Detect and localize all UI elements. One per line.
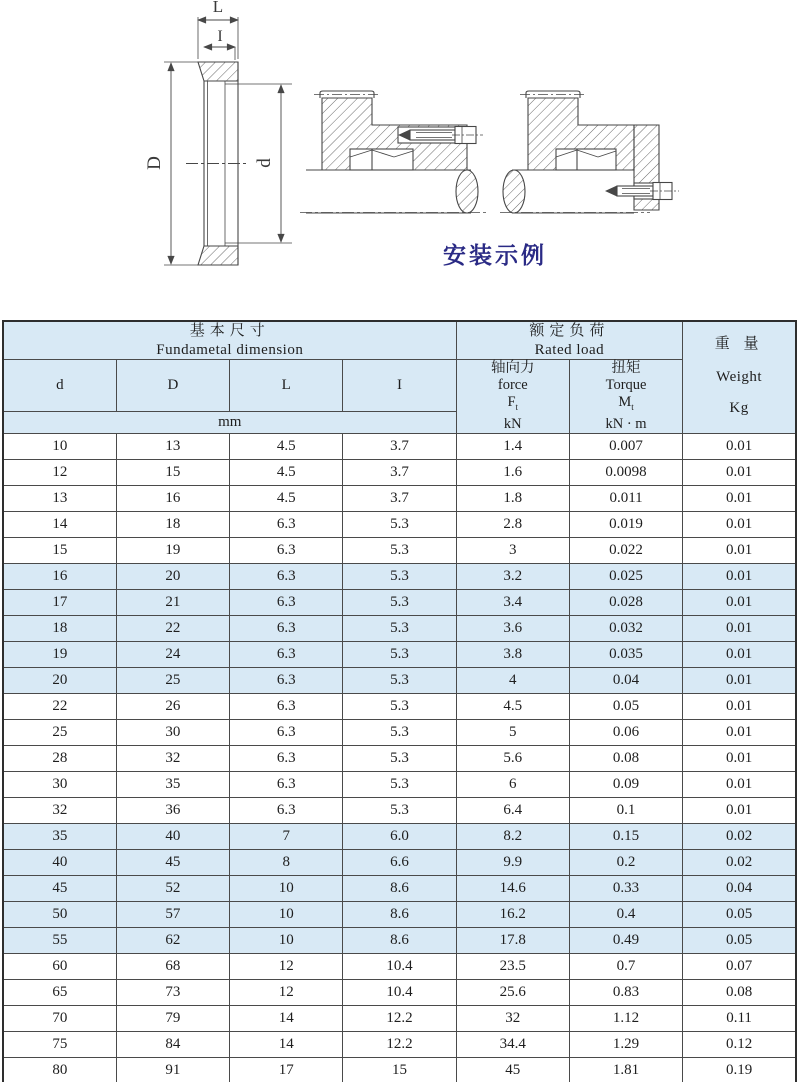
header-rated-load: 额定负荷 Rated load <box>456 321 683 360</box>
table-cell: 5.3 <box>343 642 456 668</box>
table-cell: 6.3 <box>230 563 343 589</box>
table-cell: 0.04 <box>683 876 796 902</box>
table-cell: 45 <box>456 1058 569 1082</box>
table-cell: 52 <box>116 876 229 902</box>
table-cell: 55 <box>3 928 116 954</box>
table-cell: 3.4 <box>456 589 569 615</box>
header-col-I: I <box>343 360 456 412</box>
table-cell: 8.6 <box>343 876 456 902</box>
table-cell: 80 <box>3 1058 116 1082</box>
table-cell: 5.3 <box>343 589 456 615</box>
table-cell: 3.2 <box>456 563 569 589</box>
table-cell: 75 <box>3 1032 116 1058</box>
table-cell: 3.7 <box>343 459 456 485</box>
table-cell: 0.19 <box>683 1058 796 1082</box>
table-cell: 45 <box>116 850 229 876</box>
header-col-L: L <box>230 360 343 412</box>
table-cell: 25.6 <box>456 980 569 1006</box>
table-cell: 50 <box>3 902 116 928</box>
table-cell: 18 <box>116 511 229 537</box>
table-cell: 20 <box>116 563 229 589</box>
table-cell: 2.8 <box>456 511 569 537</box>
table-cell: 19 <box>116 537 229 563</box>
spec-table-header <box>3 321 796 433</box>
table-cell: 6 <box>456 772 569 798</box>
table-cell: 0.01 <box>683 511 796 537</box>
table-cell: 1.8 <box>456 485 569 511</box>
table-cell: 18 <box>3 616 116 642</box>
table-cell: 0.01 <box>683 720 796 746</box>
table-cell: 0.12 <box>683 1032 796 1058</box>
table-cell: 6.3 <box>230 720 343 746</box>
table-cell: 4.5 <box>230 485 343 511</box>
table-row <box>3 694 796 720</box>
table-cell: 0.83 <box>569 980 682 1006</box>
table-cell: 0.01 <box>683 798 796 824</box>
table-cell: 12.2 <box>343 1006 456 1032</box>
spec-table-body <box>3 433 796 1082</box>
table-cell: 5.3 <box>343 694 456 720</box>
table-cell: 0.01 <box>683 668 796 694</box>
table-row <box>3 798 796 824</box>
header-col-d: d <box>3 360 116 412</box>
table-cell: 32 <box>3 798 116 824</box>
table-cell: 3.7 <box>343 485 456 511</box>
table-row <box>3 772 796 798</box>
table-cell: 0.019 <box>569 511 682 537</box>
table-cell: 6.3 <box>230 694 343 720</box>
table-cell: 7 <box>230 824 343 850</box>
header-axial-force: 轴向力 force $F_t$ kN <box>456 360 569 434</box>
table-cell: 12.2 <box>343 1032 456 1058</box>
table-cell: 0.05 <box>683 928 796 954</box>
header-weight: 重 量 Weight Kg <box>683 321 796 433</box>
table-cell: 0.02 <box>683 850 796 876</box>
table-row <box>3 433 796 459</box>
table-cell: 0.01 <box>683 616 796 642</box>
table-cell: 40 <box>116 824 229 850</box>
table-cell: 5.3 <box>343 772 456 798</box>
table-cell: 3.8 <box>456 642 569 668</box>
header-torque: 扭矩 Torque $M_t$ kN · m <box>569 360 682 434</box>
table-row <box>3 746 796 772</box>
dim-label-d: d <box>254 158 275 168</box>
table-cell: 30 <box>116 720 229 746</box>
table-row <box>3 876 796 902</box>
table-cell: 14 <box>3 511 116 537</box>
table-cell: 1.81 <box>569 1058 682 1082</box>
table-cell: 6.3 <box>230 537 343 563</box>
table-cell: 70 <box>3 1006 116 1032</box>
table-cell: 65 <box>3 980 116 1006</box>
table-cell: 10 <box>3 433 116 459</box>
table-cell: 0.33 <box>569 876 682 902</box>
header-col-D: D <box>116 360 229 412</box>
table-cell: 12 <box>230 980 343 1006</box>
table-cell: 14 <box>230 1032 343 1058</box>
table-cell: 34.4 <box>456 1032 569 1058</box>
table-cell: 3.6 <box>456 616 569 642</box>
table-row <box>3 563 796 589</box>
table-cell: 0.01 <box>683 485 796 511</box>
table-cell: 16 <box>116 485 229 511</box>
table-cell: 0.01 <box>683 459 796 485</box>
table-cell: 16 <box>3 563 116 589</box>
table-cell: 9.9 <box>456 850 569 876</box>
table-cell: 6.3 <box>230 589 343 615</box>
table-cell: 20 <box>3 668 116 694</box>
table-cell: 0.01 <box>683 772 796 798</box>
table-cell: 14.6 <box>456 876 569 902</box>
table-cell: 62 <box>116 928 229 954</box>
dim-label-D: D <box>144 156 165 170</box>
table-cell: 13 <box>116 433 229 459</box>
table-cell: 0.01 <box>683 537 796 563</box>
table-cell: 8 <box>230 850 343 876</box>
table-cell: 6.4 <box>456 798 569 824</box>
table-cell: 0.01 <box>683 563 796 589</box>
table-cell: 0.1 <box>569 798 682 824</box>
table-cell: 26 <box>116 694 229 720</box>
table-cell: 10 <box>230 902 343 928</box>
table-cell: 3 <box>456 537 569 563</box>
table-row <box>3 1058 796 1082</box>
table-cell: 5.3 <box>343 511 456 537</box>
table-cell: 1.6 <box>456 459 569 485</box>
table-cell: 5.3 <box>343 537 456 563</box>
table-cell: 4 <box>456 668 569 694</box>
table-cell: 8.2 <box>456 824 569 850</box>
table-cell: 0.04 <box>569 668 682 694</box>
table-cell: 57 <box>116 902 229 928</box>
table-cell: 32 <box>116 746 229 772</box>
table-cell: 6.6 <box>343 850 456 876</box>
table-row <box>3 642 796 668</box>
table-cell: 0.02 <box>683 824 796 850</box>
table-cell: 0.11 <box>683 1006 796 1032</box>
table-cell: 5.3 <box>343 798 456 824</box>
table-cell: 17 <box>230 1058 343 1082</box>
table-cell: 0.01 <box>683 746 796 772</box>
table-cell: 0.0098 <box>569 459 682 485</box>
table-cell: 79 <box>116 1006 229 1032</box>
table-cell: 13 <box>3 485 116 511</box>
ring-section-drawing <box>144 0 292 265</box>
table-row <box>3 954 796 980</box>
table-cell: 5.6 <box>456 746 569 772</box>
table-cell: 0.15 <box>569 824 682 850</box>
table-row <box>3 616 796 642</box>
table-cell: 35 <box>116 772 229 798</box>
table-cell: 0.7 <box>569 954 682 980</box>
table-cell: 0.08 <box>683 980 796 1006</box>
table-cell: 10.4 <box>343 954 456 980</box>
table-cell: 0.01 <box>683 694 796 720</box>
table-cell: 0.05 <box>683 902 796 928</box>
table-cell: 30 <box>3 772 116 798</box>
installation-drawing-1 <box>300 91 487 213</box>
table-cell: 3.7 <box>343 433 456 459</box>
table-cell: 17 <box>3 589 116 615</box>
table-row <box>3 980 796 1006</box>
table-cell: 0.035 <box>569 642 682 668</box>
table-cell: 68 <box>116 954 229 980</box>
table-cell: 23.5 <box>456 954 569 980</box>
table-cell: 36 <box>116 798 229 824</box>
table-cell: 0.032 <box>569 616 682 642</box>
table-cell: 22 <box>116 616 229 642</box>
table-row <box>3 824 796 850</box>
table-cell: 0.2 <box>569 850 682 876</box>
table-row <box>3 485 796 511</box>
table-cell: 6.3 <box>230 616 343 642</box>
table-cell: 0.06 <box>569 720 682 746</box>
table-cell: 17.8 <box>456 928 569 954</box>
installation-drawing-2 <box>500 91 679 213</box>
table-row <box>3 720 796 746</box>
table-cell: 0.007 <box>569 433 682 459</box>
table-cell: 4.5 <box>230 433 343 459</box>
table-cell: 6.3 <box>230 772 343 798</box>
table-cell: 5 <box>456 720 569 746</box>
table-cell: 35 <box>3 824 116 850</box>
table-cell: 16.2 <box>456 902 569 928</box>
table-row <box>3 850 796 876</box>
table-cell: 60 <box>3 954 116 980</box>
table-cell: 22 <box>3 694 116 720</box>
table-row <box>3 511 796 537</box>
table-row <box>3 459 796 485</box>
table-cell: 0.022 <box>569 537 682 563</box>
installation-caption: 安装示例 <box>443 243 547 268</box>
table-row <box>3 537 796 563</box>
table-row <box>3 668 796 694</box>
table-cell: 6.3 <box>230 798 343 824</box>
spec-table <box>2 320 797 1082</box>
table-cell: 19 <box>3 642 116 668</box>
table-cell: 45 <box>3 876 116 902</box>
table-cell: 0.07 <box>683 954 796 980</box>
table-cell: 1.4 <box>456 433 569 459</box>
table-cell: 28 <box>3 746 116 772</box>
table-cell: 0.49 <box>569 928 682 954</box>
table-cell: 0.025 <box>569 563 682 589</box>
header-mm-unit: mm <box>3 411 456 433</box>
table-cell: 6.3 <box>230 746 343 772</box>
table-cell: 32 <box>456 1006 569 1032</box>
table-cell: 0.028 <box>569 589 682 615</box>
table-cell: 6.0 <box>343 824 456 850</box>
header-basic-dimension: 基本尺寸 Fundametal dimension <box>3 321 456 360</box>
table-cell: 0.09 <box>569 772 682 798</box>
table-row <box>3 1032 796 1058</box>
table-row <box>3 928 796 954</box>
table-cell: 12 <box>3 459 116 485</box>
table-cell: 5.3 <box>343 720 456 746</box>
table-cell: 8.6 <box>343 928 456 954</box>
table-cell: 8.6 <box>343 902 456 928</box>
table-cell: 10 <box>230 928 343 954</box>
table-cell: 6.3 <box>230 642 343 668</box>
table-cell: 0.4 <box>569 902 682 928</box>
dim-label-I: I <box>217 28 223 45</box>
table-cell: 0.01 <box>683 642 796 668</box>
table-cell: 21 <box>116 589 229 615</box>
table-cell: 1.29 <box>569 1032 682 1058</box>
table-cell: 10 <box>230 876 343 902</box>
table-cell: 0.05 <box>569 694 682 720</box>
table-cell: 4.5 <box>230 459 343 485</box>
table-cell: 12 <box>230 954 343 980</box>
table-cell: 10.4 <box>343 980 456 1006</box>
table-cell: 5.3 <box>343 668 456 694</box>
table-cell: 40 <box>3 850 116 876</box>
table-cell: 25 <box>116 668 229 694</box>
table-cell: 14 <box>230 1006 343 1032</box>
table-cell: 0.011 <box>569 485 682 511</box>
table-cell: 5.3 <box>343 616 456 642</box>
table-cell: 0.01 <box>683 433 796 459</box>
table-cell: 24 <box>116 642 229 668</box>
table-cell: 6.3 <box>230 668 343 694</box>
table-cell: 5.3 <box>343 563 456 589</box>
table-cell: 0.01 <box>683 589 796 615</box>
dim-label-L: L <box>212 0 224 16</box>
table-cell: 15 <box>343 1058 456 1082</box>
table-cell: 1.12 <box>569 1006 682 1032</box>
table-cell: 4.5 <box>456 694 569 720</box>
table-cell: 25 <box>3 720 116 746</box>
table-row <box>3 1006 796 1032</box>
table-cell: 5.3 <box>343 746 456 772</box>
table-cell: 84 <box>116 1032 229 1058</box>
table-row <box>3 902 796 928</box>
table-row <box>3 589 796 615</box>
table-cell: 0.08 <box>569 746 682 772</box>
table-cell: 73 <box>116 980 229 1006</box>
table-cell: 91 <box>116 1058 229 1082</box>
table-cell: 15 <box>116 459 229 485</box>
table-cell: 6.3 <box>230 511 343 537</box>
table-cell: 15 <box>3 537 116 563</box>
